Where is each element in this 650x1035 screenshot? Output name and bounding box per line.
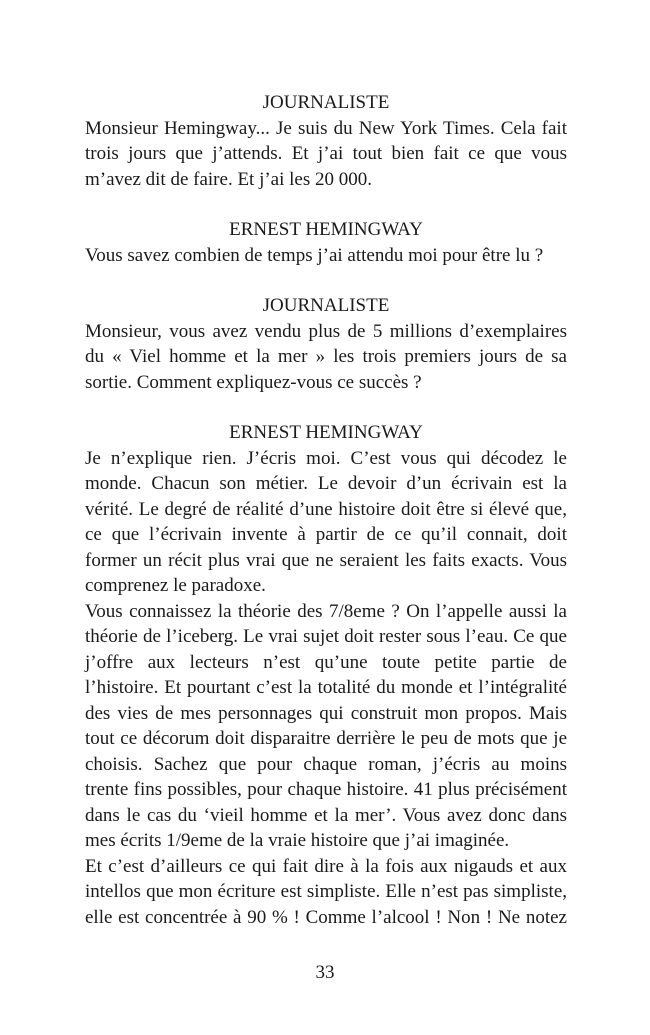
dialogue-block-hemingway-2 bbox=[85, 420, 567, 930]
text-line: former un récit plus vrai que ne seraient les faits exacts. Vous bbox=[85, 549, 567, 571]
text-line: vérité. Le degré de réalité d’une histoire doit être si élevé que, bbox=[85, 498, 567, 520]
text-line: comprenez le paradoxe. bbox=[85, 575, 266, 596]
text-line: tout ce décorum doit disparaitre derrière le peu de mots que je bbox=[85, 728, 567, 749]
text-line: intellos que mon écriture est simpliste. Elle n’est pas simpliste, bbox=[85, 881, 567, 902]
text-line: mes écrits 1/9eme de la vraie histoire que j’ai imaginée. bbox=[85, 830, 510, 851]
text-line: trois jours que j’attends. Et j’ai tout bien fait ce que vous bbox=[85, 143, 567, 164]
page-number: 33 bbox=[315, 962, 335, 983]
dialogue-block-journaliste-2 bbox=[85, 293, 567, 395]
text-line: Monsieur, vous avez vendu plus de 5 millions d’exemplaires bbox=[85, 320, 567, 342]
text-line: j’offre aux lecteurs n’est qu’une toute petite partie de bbox=[85, 651, 567, 673]
speaker-name: JOURNALISTE bbox=[262, 92, 390, 113]
text-line: des vies de mes personnages qui construit mon propos. Mais bbox=[85, 702, 567, 724]
text-line: dans le cas du ‘vieil homme et la mer’. Vous avez donc dans bbox=[85, 804, 567, 826]
text-line: l’histoire. Et pourtant c’est la totalité du monde et l’intégralité bbox=[85, 677, 567, 698]
dialogue-block-journaliste-1 bbox=[85, 90, 567, 192]
text-line: Et c’est d’ailleurs ce qui fait dire à la fois aux nigauds et aux bbox=[85, 855, 567, 877]
text-line: Vous connaissez la théorie des 7/8eme ? On l’appelle aussi la bbox=[85, 600, 567, 622]
text-line: Vous savez combien de temps j’ai attendu moi pour être lu ? bbox=[85, 244, 544, 266]
text-line: sortie. Comment expliquez-vous ce succès ? bbox=[85, 371, 422, 393]
text-line: elle est concentrée à 90 % ! Comme l’alcool ! Non ! Ne notez bbox=[85, 906, 567, 928]
text-line: monde. Chacun son métier. Le devoir d’un écrivain est la bbox=[85, 473, 567, 494]
text-line: Je n’explique rien. J’écris moi. C’est vous qui décodez le bbox=[85, 447, 567, 469]
text-line: choisis. Sachez que pour chaque roman, j’écris au moins bbox=[85, 753, 567, 775]
speaker-name: JOURNALISTE bbox=[262, 295, 390, 316]
dialogue-block-hemingway-1 bbox=[85, 217, 567, 268]
text-line: Monsieur Hemingway... Je suis du New York Times. Cela fait bbox=[85, 117, 567, 139]
speaker-name: ERNEST HEMINGWAY bbox=[229, 422, 423, 443]
text-line: ce que l’écrivain invente à partir de ce qu’il connait, doit bbox=[85, 524, 567, 545]
speaker-name: ERNEST HEMINGWAY bbox=[229, 219, 423, 240]
text-line: du « Viel homme et la mer » les trois premiers jours de sa bbox=[85, 346, 567, 367]
text-line: trente fins possibles, pour chaque histoire. 41 plus précisément bbox=[85, 779, 567, 800]
text-line: m’avez dit de faire. Et j’ai les 20 000. bbox=[85, 168, 373, 190]
text-line: théorie de l’iceberg. Le vrai sujet doit rester sous l’eau. Ce que bbox=[85, 626, 567, 647]
page-body bbox=[85, 90, 567, 955]
